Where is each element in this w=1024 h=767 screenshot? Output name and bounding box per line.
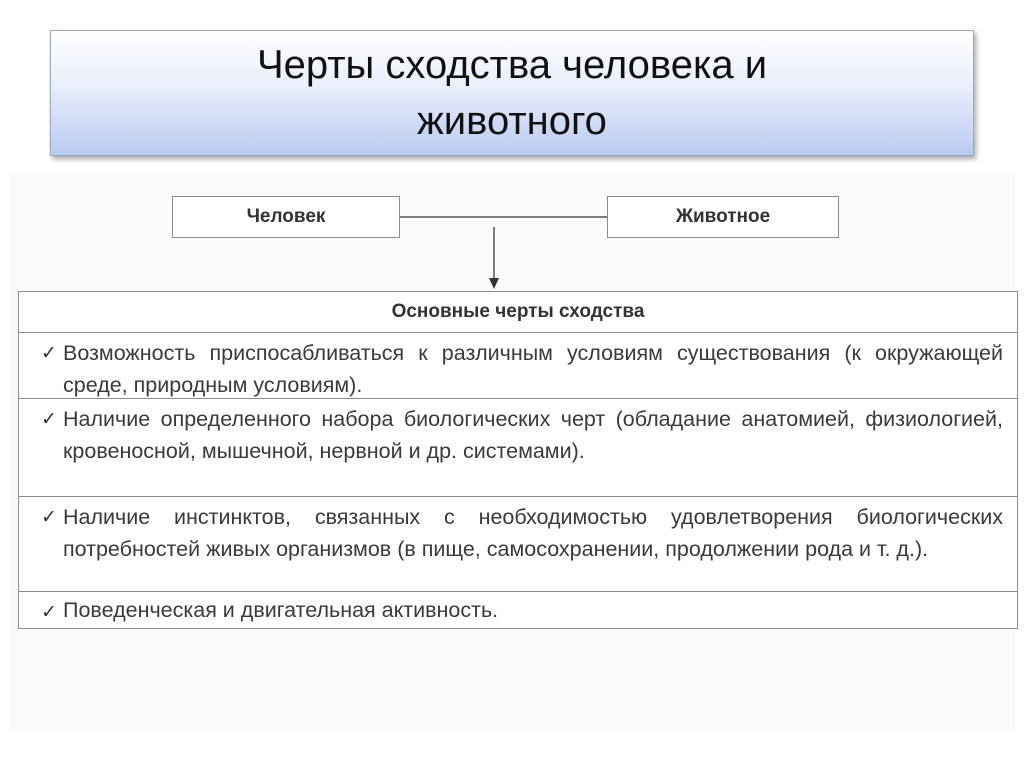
checkmark-icon: ✓ [41,601,57,623]
row-text: Поведенческая и двигательная активность. [63,598,499,622]
title-box [50,30,974,156]
table-row [19,497,1017,592]
row-text: Наличие определенного набора биологических черт (обладание анатомией, физиологией, кровеносной, мышечной, нервной и др. системами). [63,407,1003,463]
checkmark-icon: ✓ [41,342,57,364]
table-row [19,399,1017,497]
checkmark-icon: ✓ [41,408,57,430]
animal-box: Животное [607,196,839,238]
row-text: Наличие инстинктов, связанных с необходимостью удовлетворения биологических потребностей живых организмов (в пище, самосохранении, продолжении рода и т. д.). [63,505,1003,561]
table-row [19,592,1017,628]
checkmark-icon: ✓ [41,506,57,528]
similarities-table [18,291,1018,629]
slide-title: Черты сходства человека и животного [256,43,768,143]
table-row [19,333,1017,399]
row-text: Возможность приспосабливаться к различным условиям существования (к окружающей среде, природным условиям). [63,341,1003,397]
human-box: Человек [172,196,400,238]
table-header: Основные черты сходства [19,292,1017,333]
